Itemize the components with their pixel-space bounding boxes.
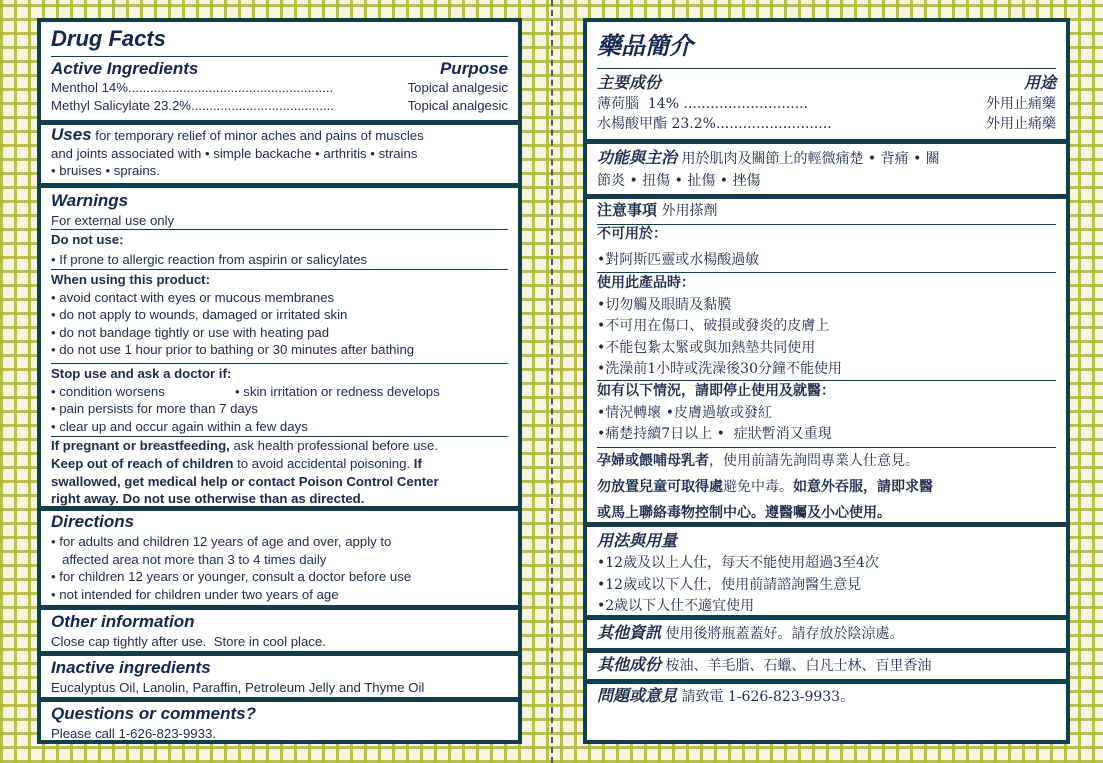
when-using-block: When using this product: • avoid contact with eyes or mucous membranes • do not apply to wounds, damaged or irritated skin • do not bandage tightly or use with heating pad • do not use 1 hour prior to bathing or 30 minutes after bathing xyxy=(51,272,415,358)
drug-facts-panel-english xyxy=(37,18,522,744)
zh-stop-use-block: 如有以下情況，請即停止使用及就醫： •情況轉壞 •皮膚過敏或發紅 •痛楚持續7日以上 • 症狀暫消又重現 xyxy=(597,383,835,442)
other-information-heading: Other information xyxy=(51,612,195,631)
zh-warnings-section: 注意事項 外用搽劑 xyxy=(597,201,718,219)
zh-inactive-ingredients-section: 其他成份 桉油、羊毛脂、石蠟、白凡士林、百里香油 xyxy=(597,655,932,674)
section-divider xyxy=(41,605,518,610)
drug-facts-panel-chinese xyxy=(583,18,1070,744)
active-ingredients-heading: Active Ingredients xyxy=(51,59,199,78)
zh-do-not-use-block: 不可用於： •對阿斯匹靈或水楊酸過敏 xyxy=(597,226,760,268)
uses-section: Uses for temporary relief of minor aches and pains of muscles and joints associated with • simple backache • arthritis • strains • bruises • sprains. xyxy=(51,125,424,179)
zh-purpose-heading: 用途 xyxy=(1023,73,1056,92)
ingredient-row: 薄荷腦 14% ............................ 外用止痛藥 xyxy=(597,95,1056,112)
section-divider xyxy=(41,651,518,656)
fold-line xyxy=(551,0,553,763)
directions-section: Directions • for adults and children 12 years of age and over, apply to affected area not more than 3 to 4 times daily • for children 12 years or younger, consult a doctor before use • not intended for children under two years of age xyxy=(51,511,508,603)
zh-active-ingredients-section xyxy=(597,72,1056,134)
other-information-section: Other information Close cap tightly after use. Store in cool place. xyxy=(51,611,508,651)
questions-section: Questions or comments? Please call 1-626-823-9933. xyxy=(51,703,508,743)
section-divider xyxy=(587,194,1066,199)
keep-out-of-reach-warning: Keep out of reach of children to avoid accidental poisoning. If swallowed, get medical help or contact Poison Control Center right away. Do not use otherwise than as directed. xyxy=(51,456,439,507)
divider xyxy=(51,229,508,230)
ingredient-row: 水楊酸甲酯 23.2% .......................... 外用止痛藥 xyxy=(597,115,1056,132)
section-divider xyxy=(41,183,518,188)
zh-uses-section: 功能與主治 用於肌肉及關節上的輕微痛楚 • 背痛 • 關 節炎 • 扭傷 • 扯傷 • 挫傷 xyxy=(597,148,940,189)
ingredient-row: Menthol 14% ........................................................ Topical analgesic xyxy=(51,80,508,95)
zh-pregnancy-warning: 孕婦或餵哺母乳者，使用前請先詢問專業人仕意見。 xyxy=(597,453,919,469)
warnings-section: Warnings For external use only xyxy=(51,190,508,230)
divider xyxy=(51,56,508,57)
pregnancy-warning: If pregnant or breastfeeding, ask health professional before use. xyxy=(51,438,438,453)
section-divider xyxy=(41,120,518,125)
divider xyxy=(51,269,508,270)
section-divider xyxy=(587,522,1066,527)
zh-other-information-section: 其他資訊 使用後將瓶蓋蓋好。請存放於陰涼處。 xyxy=(597,623,904,642)
section-divider xyxy=(587,648,1066,653)
zh-inactive-heading: 其他成份 xyxy=(597,655,662,674)
section-divider xyxy=(41,697,518,702)
zh-directions-section: 用法與用量 •12歲及以上人仕，每天不能使用超過3至4次 •12歲或以下人仕，使用前請諮詢醫生意見 •2歲以下人仕不適宜使用 xyxy=(597,529,1056,618)
do-not-use-block: Do not use: • If prone to allergic reaction from aspirin or salicylates xyxy=(51,232,368,267)
inactive-ingredients-heading: Inactive ingredients xyxy=(51,658,211,677)
zh-title: 藥品簡介 xyxy=(597,31,693,60)
zh-questions-section: 問題或意見 請致電 1-626-823-9933。 xyxy=(597,686,855,705)
active-ingredients-section xyxy=(51,58,508,115)
zh-other-heading: 其他資訊 xyxy=(597,623,662,642)
zh-active-heading: 主要成份 xyxy=(597,73,662,92)
divider xyxy=(51,363,508,364)
ingredient-row: Methyl Salicylate 23.2% ....................................... Topical analgesic xyxy=(51,98,508,113)
section-divider xyxy=(587,615,1066,620)
zh-uses-heading: 功能與主治 xyxy=(597,148,678,167)
questions-heading: Questions or comments? xyxy=(51,704,256,723)
zh-warnings-heading: 注意事項 xyxy=(597,201,658,219)
section-divider xyxy=(587,139,1066,144)
stop-use-block: Stop use and ask a doctor if: • condition worsens • skin irritation or redness develops • pain persists for more than 7 days • clear up and occur again within a few days xyxy=(51,366,440,434)
uses-heading: Uses xyxy=(51,125,92,144)
drug-facts-title: Drug Facts xyxy=(51,26,166,51)
zh-questions-heading: 問題或意見 xyxy=(597,686,678,705)
zh-directions-heading: 用法與用量 xyxy=(597,531,678,550)
divider xyxy=(597,68,1056,69)
directions-heading: Directions xyxy=(51,512,135,531)
zh-when-using-block: 使用此產品時： •切勿觸及眼睛及黏膜 •不可用在傷口、破損或發炎的皮膚上 •不能包紮太緊或與加熱墊共同使用 •洗澡前1小時或洗澡後30分鐘不能使用 xyxy=(597,275,842,377)
purpose-heading: Purpose xyxy=(439,59,508,78)
inactive-ingredients-section: Inactive ingredients Eucalyptus Oil, Lanolin, Paraffin, Petroleum Jelly and Thyme Oil xyxy=(51,657,508,697)
zh-keep-out-warning: 勿放置兒童可取得處避免中毒。如意外吞服，請即求醫 或馬上聯絡毒物控制中心。遵醫囑及小心使用。 xyxy=(597,479,933,521)
section-divider xyxy=(587,679,1066,684)
warnings-heading: Warnings xyxy=(51,191,129,210)
